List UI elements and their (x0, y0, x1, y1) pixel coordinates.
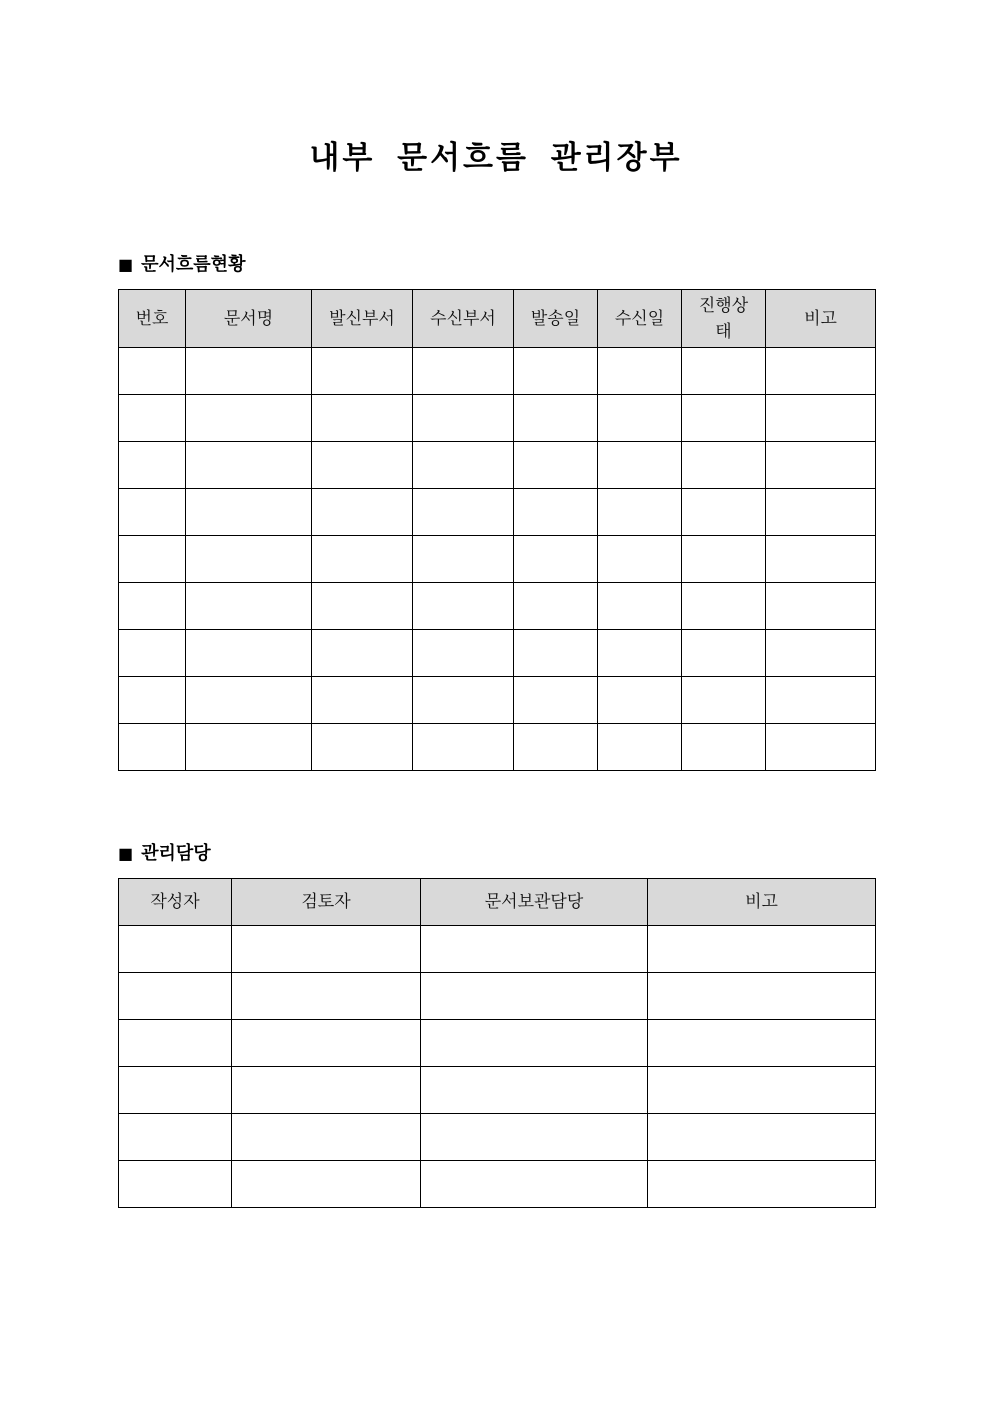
table-cell[interactable] (119, 1067, 232, 1114)
table-cell[interactable] (648, 973, 876, 1020)
page-title: 내부 문서흐름 관리장부 (309, 140, 683, 176)
table-cell[interactable] (766, 489, 876, 536)
table-cell[interactable] (186, 630, 312, 677)
table-row (119, 1020, 876, 1067)
table-cell[interactable] (648, 926, 876, 973)
table-row (119, 1067, 876, 1114)
table-cell[interactable] (186, 348, 312, 395)
table-cell[interactable] (119, 630, 186, 677)
table-cell[interactable] (598, 536, 682, 583)
table-cell[interactable] (598, 395, 682, 442)
table-row (119, 630, 876, 677)
table-row (119, 583, 876, 630)
table-cell[interactable] (232, 1161, 421, 1208)
table-cell[interactable] (598, 489, 682, 536)
table-cell[interactable] (232, 926, 421, 973)
table-cell[interactable] (766, 630, 876, 677)
table-cell[interactable] (413, 677, 514, 724)
section-title: 문서흐름현황 (141, 254, 246, 275)
table-cell[interactable] (312, 348, 413, 395)
table-cell[interactable] (413, 630, 514, 677)
table-cell[interactable] (119, 926, 232, 973)
table-cell[interactable] (598, 630, 682, 677)
column-header-number: 번호 (119, 290, 186, 348)
column-header-sending-dept: 발신부서 (312, 290, 413, 348)
column-header-send-date: 발송일 (514, 290, 598, 348)
table-cell[interactable] (421, 926, 648, 973)
column-header-reviewer: 검토자 (232, 879, 421, 926)
table-cell[interactable] (682, 724, 766, 771)
table-cell[interactable] (312, 395, 413, 442)
table-cell[interactable] (413, 489, 514, 536)
table-cell[interactable] (514, 442, 598, 489)
table-cell[interactable] (514, 724, 598, 771)
column-header-archive-manager: 문서보관담당 (421, 879, 648, 926)
document-flow-status-table (118, 289, 876, 771)
management-table-body (119, 926, 876, 1208)
table-row (119, 677, 876, 724)
table-row (119, 1114, 876, 1161)
table-row (119, 348, 876, 395)
table-cell[interactable] (413, 583, 514, 630)
table-cell[interactable] (413, 536, 514, 583)
table-row (119, 536, 876, 583)
table-cell[interactable] (186, 677, 312, 724)
table-cell[interactable] (766, 536, 876, 583)
table-cell[interactable] (514, 395, 598, 442)
table-cell[interactable] (598, 442, 682, 489)
table-cell[interactable] (119, 348, 186, 395)
table-cell[interactable] (648, 1114, 876, 1161)
table-cell[interactable] (598, 677, 682, 724)
table-cell[interactable] (682, 442, 766, 489)
table-cell[interactable] (413, 395, 514, 442)
column-header-remarks: 비고 (648, 879, 876, 926)
table-cell[interactable] (421, 973, 648, 1020)
table-cell[interactable] (766, 442, 876, 489)
table-cell[interactable] (413, 348, 514, 395)
table-cell[interactable] (682, 677, 766, 724)
table-header-row (119, 879, 876, 926)
table-cell[interactable] (119, 973, 232, 1020)
table-cell[interactable] (421, 1161, 648, 1208)
table-cell[interactable] (186, 489, 312, 536)
table-cell[interactable] (186, 724, 312, 771)
table-cell[interactable] (682, 630, 766, 677)
table-cell[interactable] (682, 395, 766, 442)
table-cell[interactable] (232, 1020, 421, 1067)
table-cell[interactable] (413, 724, 514, 771)
table-cell[interactable] (312, 630, 413, 677)
management-table (118, 878, 876, 1208)
table-cell[interactable] (421, 1114, 648, 1161)
status-table-body (119, 348, 876, 771)
table-cell[interactable] (232, 1067, 421, 1114)
table-row (119, 724, 876, 771)
table-cell[interactable] (119, 1020, 232, 1067)
square-bullet-icon: ■ (118, 844, 134, 863)
table-cell[interactable] (413, 442, 514, 489)
table-cell[interactable] (119, 724, 186, 771)
table-cell[interactable] (766, 348, 876, 395)
table-cell[interactable] (648, 1067, 876, 1114)
table-cell[interactable] (514, 583, 598, 630)
table-cell[interactable] (682, 348, 766, 395)
table-cell[interactable] (312, 583, 413, 630)
column-header-receiving-dept: 수신부서 (413, 290, 514, 348)
table-cell[interactable] (682, 583, 766, 630)
table-cell[interactable] (186, 536, 312, 583)
table-cell[interactable] (312, 489, 413, 536)
section-heading-management (118, 842, 211, 866)
table-cell[interactable] (232, 1114, 421, 1161)
table-cell[interactable] (598, 724, 682, 771)
table-row (119, 442, 876, 489)
square-bullet-icon: ■ (118, 255, 134, 274)
table-cell[interactable] (598, 348, 682, 395)
column-header-author: 작성자 (119, 879, 232, 926)
table-cell[interactable] (682, 489, 766, 536)
table-header-row (119, 290, 876, 348)
table-cell[interactable] (421, 1067, 648, 1114)
table-cell[interactable] (119, 1161, 232, 1208)
table-row (119, 489, 876, 536)
table-cell[interactable] (766, 724, 876, 771)
table-cell[interactable] (119, 1114, 232, 1161)
section-title: 관리담당 (141, 843, 211, 864)
table-cell[interactable] (766, 583, 876, 630)
table-cell[interactable] (514, 630, 598, 677)
table-cell[interactable] (186, 395, 312, 442)
table-cell[interactable] (119, 583, 186, 630)
column-header-progress-status: 진행상태 (682, 290, 766, 348)
table-cell[interactable] (648, 1020, 876, 1067)
table-cell[interactable] (119, 442, 186, 489)
table-cell[interactable] (312, 536, 413, 583)
section-heading-document-flow-status (118, 253, 245, 277)
table-cell[interactable] (514, 536, 598, 583)
table-cell[interactable] (514, 489, 598, 536)
table-cell[interactable] (514, 348, 598, 395)
table-cell[interactable] (119, 489, 186, 536)
table-row (119, 1161, 876, 1208)
table-cell[interactable] (648, 1161, 876, 1208)
table-cell[interactable] (766, 677, 876, 724)
table-cell[interactable] (766, 395, 876, 442)
table-cell[interactable] (232, 973, 421, 1020)
table-cell[interactable] (598, 583, 682, 630)
table-cell[interactable] (119, 677, 186, 724)
table-cell[interactable] (119, 395, 186, 442)
table-cell[interactable] (119, 536, 186, 583)
table-cell[interactable] (682, 536, 766, 583)
table-cell[interactable] (186, 583, 312, 630)
column-header-remarks: 비고 (766, 290, 876, 348)
table-row (119, 973, 876, 1020)
column-header-document-name: 문서명 (186, 290, 312, 348)
table-cell[interactable] (312, 442, 413, 489)
table-cell[interactable] (312, 677, 413, 724)
table-row (119, 395, 876, 442)
column-header-receive-date: 수신일 (598, 290, 682, 348)
table-cell[interactable] (312, 724, 413, 771)
table-cell[interactable] (186, 442, 312, 489)
table-cell[interactable] (421, 1020, 648, 1067)
table-cell[interactable] (514, 677, 598, 724)
table-row (119, 926, 876, 973)
